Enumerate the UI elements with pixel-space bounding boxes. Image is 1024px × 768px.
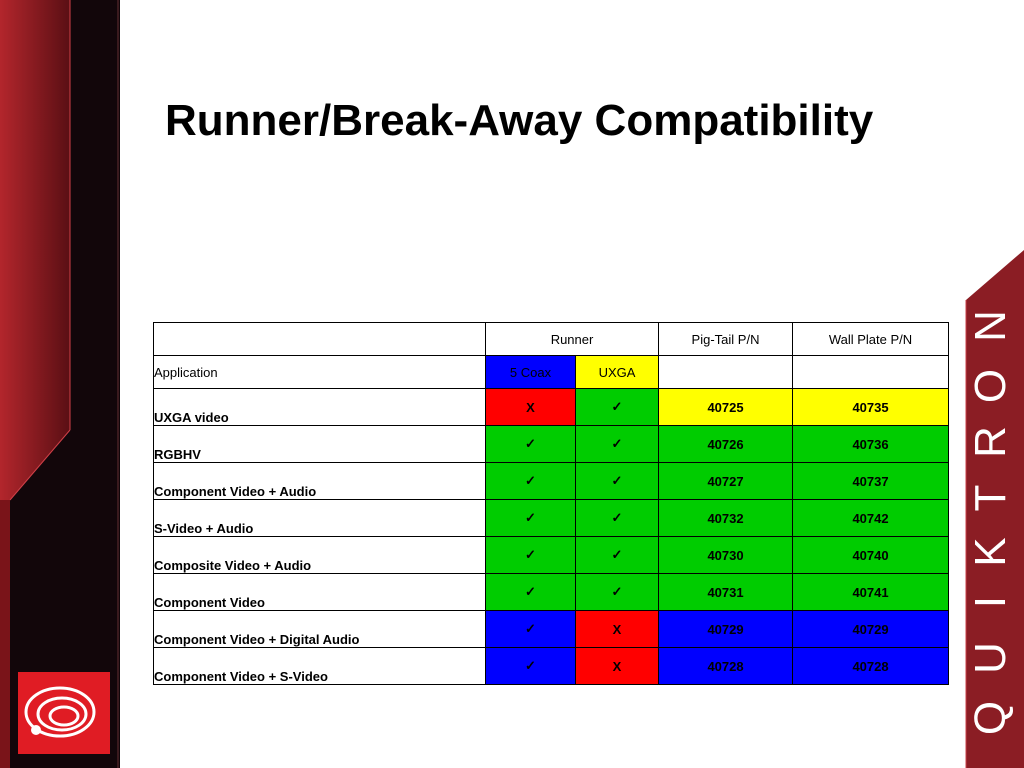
brand-letter-4: K [966,537,1015,567]
header-wallplate: Wall Plate P/N [793,323,949,356]
table-row [154,463,949,500]
subheader-coax: 5 Coax [486,356,576,389]
row-application: Composite Video + Audio [154,537,486,574]
row-pigtail-pn: 40730 [659,537,793,574]
table-row [154,611,949,648]
row-coax-mark: ✓ [486,611,576,648]
table-row [154,500,949,537]
table-row [154,648,949,685]
brand-letter-6: R [966,426,1015,458]
table-row [154,389,949,426]
subheader-application: Application [154,356,486,389]
table-row [154,426,949,463]
row-coax-mark: ✓ [486,463,576,500]
brand-letter-5: T [966,484,1015,512]
row-application: Component Video [154,574,486,611]
row-uxga-mark: ✓ [576,463,659,500]
brand-letter-1: Q [966,700,1015,736]
row-uxga-mark: ✓ [576,389,659,426]
slide-title: Runner/Break-Away Compatibility [165,96,874,145]
table-subheader-row [154,356,949,389]
row-uxga-mark: ✓ [576,500,659,537]
row-pigtail-pn: 40729 [659,611,793,648]
row-application: UXGA video [154,389,486,426]
brand-letter-2: U [966,642,1015,674]
row-coax-mark: ✓ [486,574,576,611]
row-pigtail-pn: 40732 [659,500,793,537]
brand-wordmark [958,0,1024,768]
row-wallplate-pn: 40728 [793,648,949,685]
brand-letter-3: I [966,595,1015,609]
subheader-blank-pigtail [659,356,793,389]
header-pigtail: Pig-Tail P/N [659,323,793,356]
row-pigtail-pn: 40725 [659,389,793,426]
table-header-row [154,323,949,356]
row-application: S-Video + Audio [154,500,486,537]
row-coax-mark: X [486,389,576,426]
row-coax-mark: ✓ [486,537,576,574]
header-runner: Runner [486,323,659,356]
subheader-blank-wallplate [793,356,949,389]
row-wallplate-pn: 40736 [793,426,949,463]
brand-letter-8: N [966,310,1015,342]
row-application: Component Video + Digital Audio [154,611,486,648]
row-pigtail-pn: 40731 [659,574,793,611]
left-band-graphic [0,0,120,768]
row-wallplate-pn: 40741 [793,574,949,611]
table-row [154,537,949,574]
row-application: Component Video + S-Video [154,648,486,685]
row-wallplate-pn: 40735 [793,389,949,426]
header-blank-cell [154,323,486,356]
row-application: RGBHV [154,426,486,463]
row-application: Component Video + Audio [154,463,486,500]
row-wallplate-pn: 40737 [793,463,949,500]
row-uxga-mark: ✓ [576,426,659,463]
row-uxga-mark: X [576,648,659,685]
row-pigtail-pn: 40726 [659,426,793,463]
row-coax-mark: ✓ [486,648,576,685]
row-uxga-mark: X [576,611,659,648]
row-wallplate-pn: 40729 [793,611,949,648]
brand-letter-7: O [966,368,1015,404]
row-wallplate-pn: 40740 [793,537,949,574]
row-wallplate-pn: 40742 [793,500,949,537]
row-coax-mark: ✓ [486,500,576,537]
row-pigtail-pn: 40727 [659,463,793,500]
row-uxga-mark: ✓ [576,537,659,574]
compatibility-table [153,322,949,685]
row-coax-mark: ✓ [486,426,576,463]
left-decorative-band [0,0,120,768]
row-pigtail-pn: 40728 [659,648,793,685]
row-uxga-mark: ✓ [576,574,659,611]
table-row [154,574,949,611]
right-brand-band [958,0,1024,768]
subheader-uxga: UXGA [576,356,659,389]
